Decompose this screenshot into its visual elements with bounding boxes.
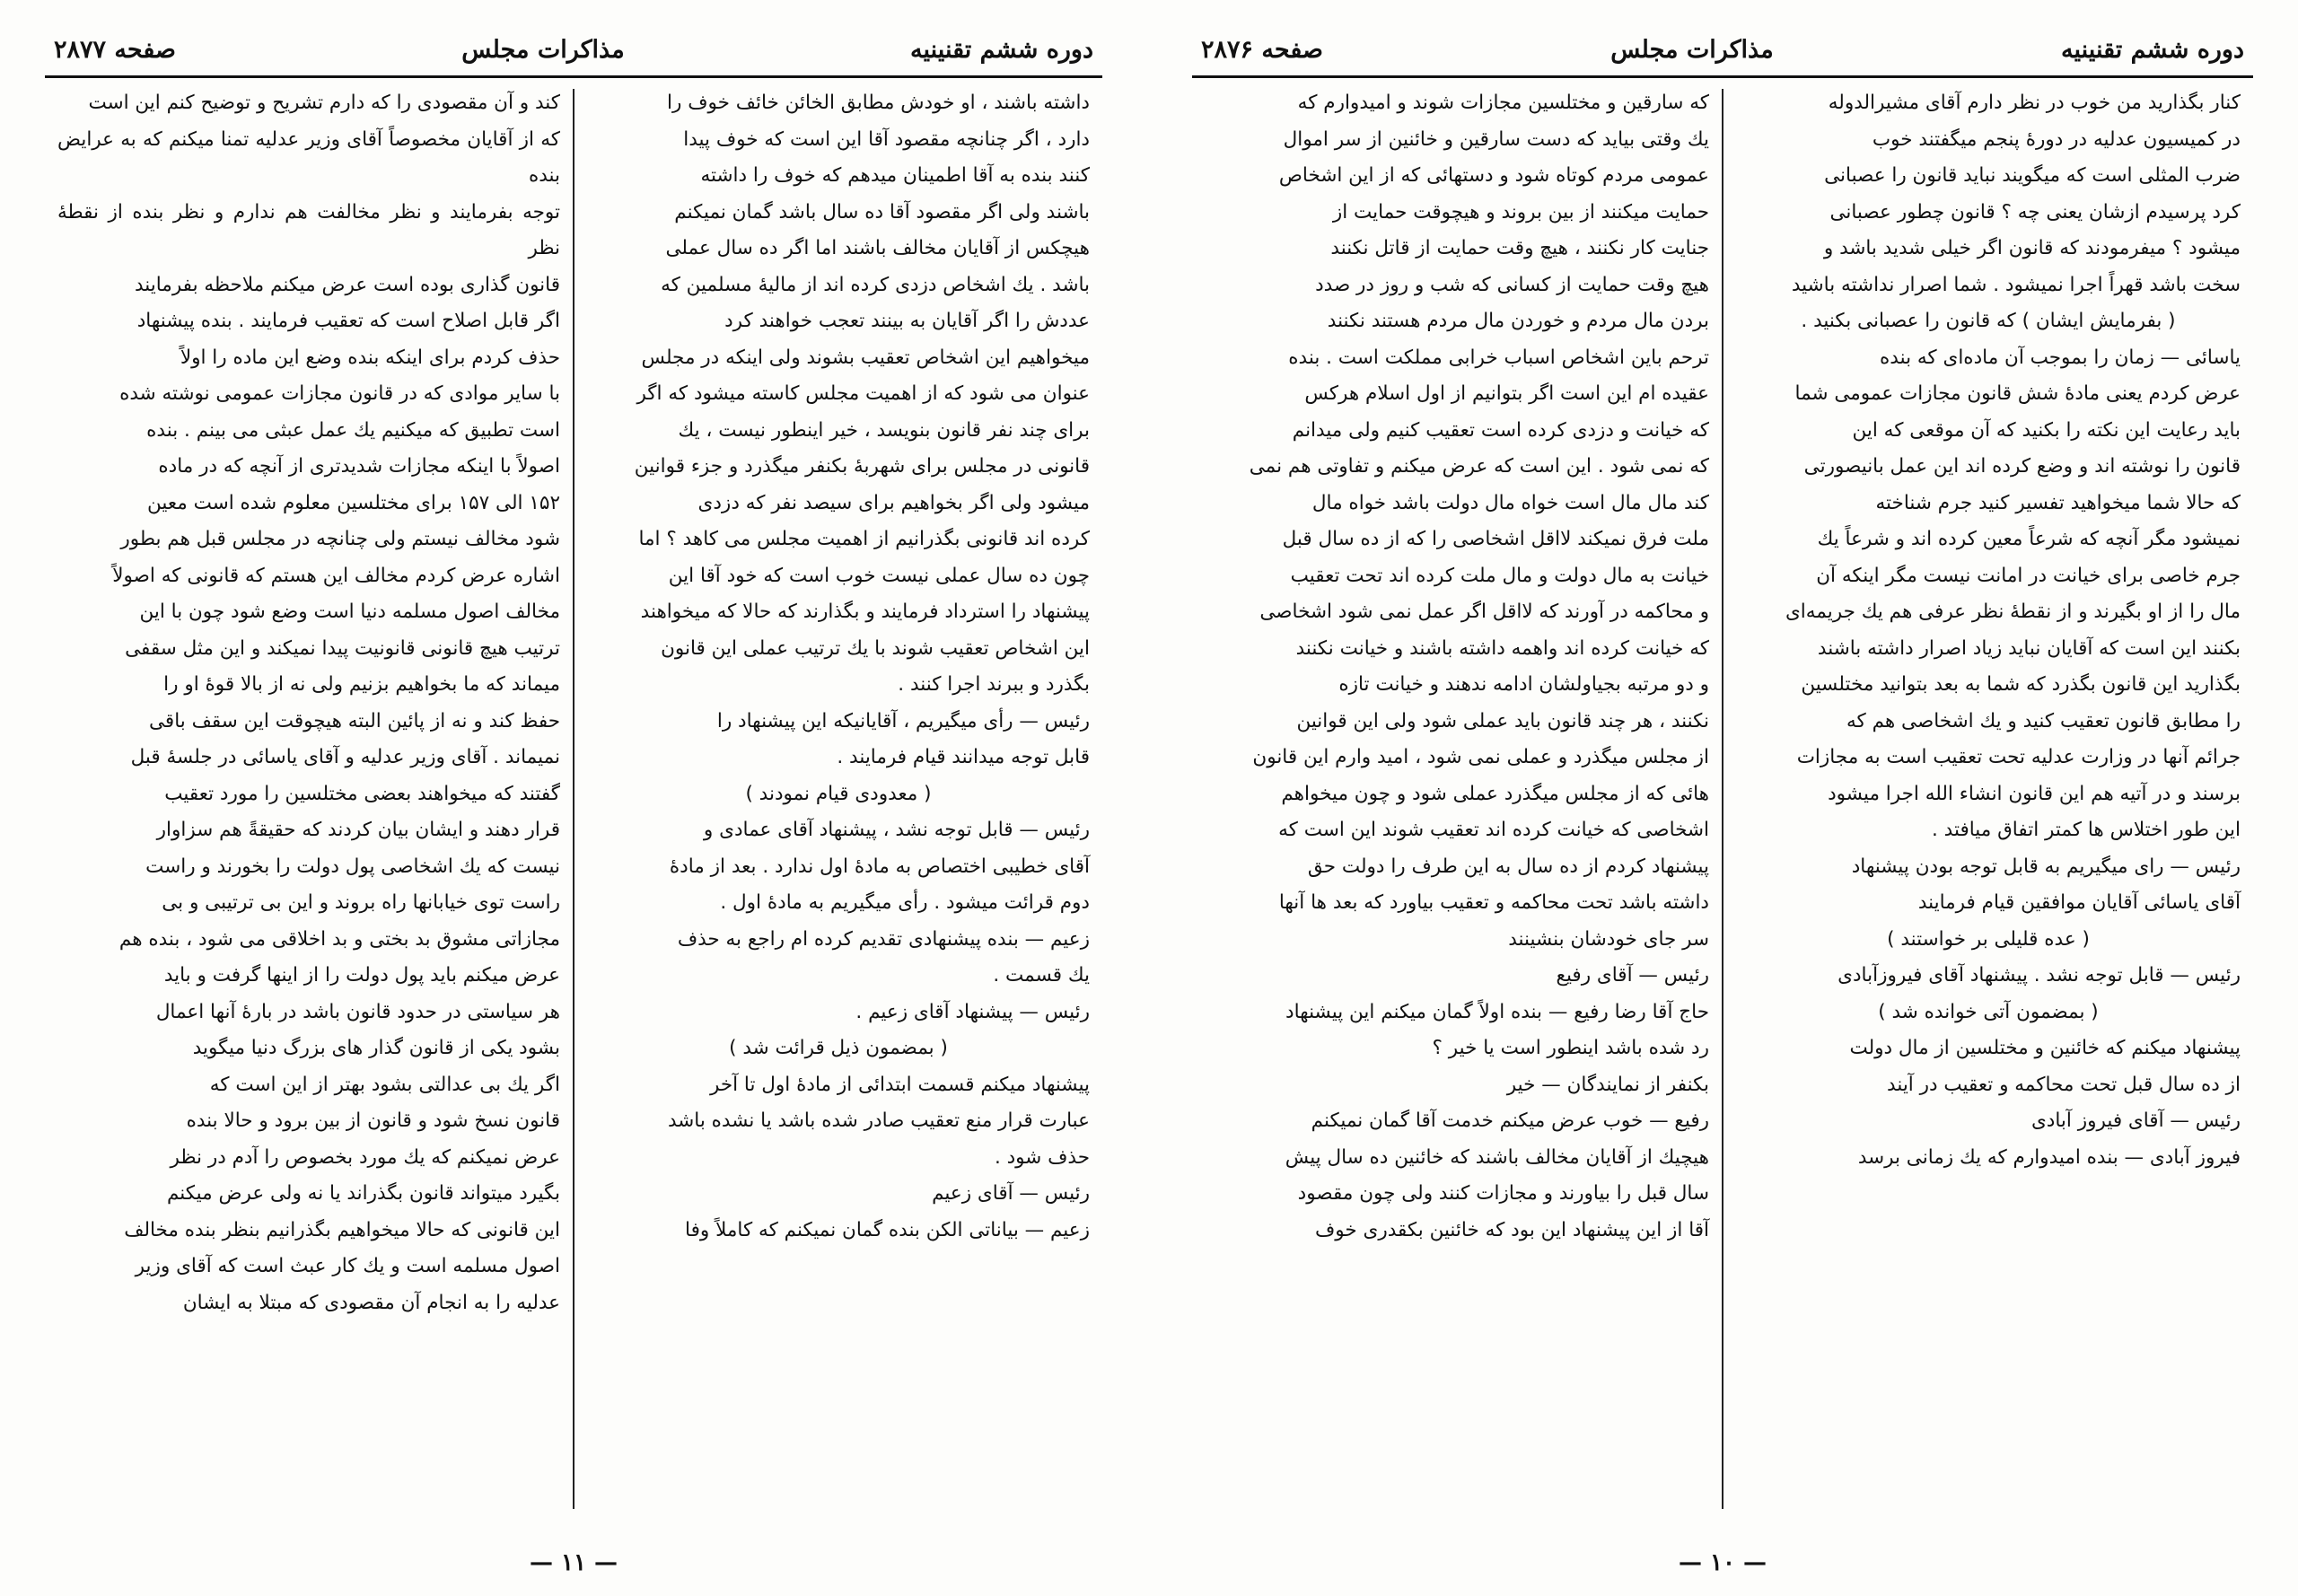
text-line: که حالا شما میخواهید تفسیر کنید جرم شناخته (1875, 491, 2241, 514)
text-line: باشند ولی اگر مقصود آقا ده سال باشد گمان نمیکنم (674, 200, 1090, 224)
text-line: حذف شود . (994, 1145, 1090, 1169)
session-label: دوره ششم تقنینیه (2061, 36, 2244, 64)
text-line: نمیشود مگر آنچه که شرعاً معین کرده اند و شرعاً یك (1817, 528, 2241, 550)
text-line: ترحم باین اشخاص اسباب خرابی مملکت است . بنده (1288, 346, 1709, 369)
text-line: ( بفرمایش ایشان ) که قانون را عصبانی بکنید . (1801, 310, 2176, 332)
text-line: قانونی در مجلس برای شهربهٔ بکنفر میگذرد و جزء قوانین (634, 455, 1090, 478)
text-line: این اشخاص تعقیب شوند با یك ترتیب عملی این قانون (661, 636, 1090, 660)
text-line: نیست که یك اشخاصی پول دولت را بخورند و راست (145, 855, 560, 878)
text-line: میشود ولی اگر بخواهیم برای سیصد نفر که دزدی (697, 491, 1090, 514)
text-line: اصولاً با اینکه مجازات شدیدتری از آنچه که در ماده (158, 455, 560, 478)
text-line: آقا از این پیشنهاد این بود که خائنین بکقدری خوف (1315, 1218, 1709, 1241)
text-line: برای چند نفر قانون بنویسد ، خیر اینطور نیست ، یك (678, 418, 1090, 442)
text-line: دوم قرائت میشود . رأی میگیریم به مادهٔ اول . (720, 891, 1090, 914)
text-line: از ده سال قبل تحت محاکمه و تعقیب در آیند (1887, 1073, 2241, 1096)
page-folio: — ۱۱ — (529, 1549, 618, 1576)
text-line: بکنند این است که آقایان نباید زیاد اصرار داشته باشند (1817, 636, 2241, 660)
text-line: این قانونی که حالا میخواهیم بگذرانیم بنظر بنده مخالف (124, 1218, 560, 1241)
text-line: بگیرد میتواند قانون بگذراند یا نه ولی عرض میکنم (166, 1182, 560, 1205)
session-label: دوره ششم تقنینیه (910, 36, 1093, 64)
text-line: برسند و در آتیه هم این قانون انشاء الله اجرا میشود (1828, 782, 2241, 805)
text-line: را مطابق قانون تعقیب کنید و یك اشخاصی هم که (1846, 709, 2241, 732)
right-page-header (1192, 36, 2253, 78)
text-line: جنایت کار نکنند ، هیچ وقت حمایت از قاتل نکنند (1330, 237, 1709, 259)
text-line: چون ده سال عملی نیست خوب است که خود آقا این (668, 564, 1090, 587)
text-line: هائی که از مجلس میگذرد عملی شود و چون میخواهم (1281, 782, 1709, 805)
text-line: کرده اند قانونی بگذرانیم از اهمیت مجلس می کاهد ؟ اما (638, 528, 1090, 550)
left-page-right-column (574, 85, 1102, 1513)
text-line: اشاره عرض کردم مخالف این هستم که قانونی که اصولاً (112, 564, 560, 587)
text-line: پیشنهاد را استرداد فرمایند و بگذارند که حالا که میخواهند (640, 601, 1090, 623)
text-line: گفتند که میخواهند بعضی مختلسین را مورد تعقیب (164, 782, 560, 805)
text-line: که سارقین و مختلسین مجازات شوند و امیدوارم که (1297, 92, 1709, 114)
text-line: پیشنهاد کردم از ده سال به این طرف را دولت حق (1307, 855, 1709, 878)
text-line: شود مخالف نیستم ولی چنانچه در مجلس قبل هم بطور (120, 528, 560, 550)
text-line: اگر یك بی عدالتی بشود بهتر از این است که (209, 1073, 560, 1096)
text-line: رئیس — آقای فیروز آبادی (2030, 1109, 2241, 1132)
text-line: خیانت به مال دولت و مال ملت کرده اند تحت تعقیب (1290, 564, 1709, 587)
text-line: ( معدودی قیام نمودند ) (745, 782, 932, 805)
text-line: فیروز آبادی — بنده امیدوارم که یك زمانی برسد (1857, 1145, 2241, 1169)
text-line: مخالف اصول مسلمه دنیا است وضع شود چون با این (139, 601, 560, 623)
text-line: هیچ وقت حمایت از کسانی که شب و روز در صدد (1315, 273, 1709, 296)
text-line: سال قبل را بیاورند و مجازات کنند ولی چون مقصود (1297, 1182, 1709, 1205)
text-line: حمایت میکنند از بین بروند و هیچوقت حمایت از (1332, 200, 1709, 224)
left-page-columns (45, 85, 1102, 1513)
text-line: داشته باشند ، او خودش مطابق الخائن خائف خوف را (667, 92, 1090, 114)
text-line: رئیس — پیشنهاد آقای زعیم . (855, 1000, 1090, 1023)
text-line: که خیانت و دزدی کرده است تعقیب کنیم ولی میدانم (1292, 418, 1709, 442)
text-line: آقای خطیبی اختصاص به مادهٔ اول ندارد . بعد از مادهٔ (669, 855, 1090, 878)
text-line: کند مال مال است خواه مال دولت باشد خواه مال (1311, 491, 1709, 514)
text-line: جرم خاصی برای خیانت در امانت نیست مگر اینکه آن (1816, 564, 2241, 587)
text-line: رفیع — خوب عرض میکنم خدمت آقا گمان نمیکنم (1311, 1109, 1709, 1132)
right-page (1147, 0, 2298, 1596)
text-line: که از آقایان مخصوصاً آقای وزیر عدلیه تمنا میکنم که به عرایض بنده (57, 127, 560, 187)
text-line: میخواهیم این اشخاص تعقیب بشوند ولی اینکه در مجلس (641, 346, 1090, 369)
text-line: نمیماند . آقای وزیر عدلیه و آقای یاسائی در جلسهٔ قبل (130, 746, 560, 768)
text-line: عنوان می شود که از اهمیت مجلس کاسته میشود که اگر (636, 382, 1090, 405)
text-line: عدلیه را به انجام آن مقصودی که مبتلا به ایشان (182, 1291, 560, 1314)
text-line: از مجلس میگذرد و عملی نمی شود ، امید وارم این قانون (1252, 746, 1709, 768)
left-page-header (45, 36, 1102, 78)
left-page (0, 0, 1147, 1596)
text-line: عقیده ام این است اگر بتوانیم از اول اسلام هرکس (1304, 382, 1709, 405)
text-line: ۱۵۲ الی ۱۵۷ برای مختلسین معلوم شده است معین (147, 491, 560, 514)
text-line: رئیس — آقای زعیم (932, 1182, 1090, 1205)
text-line: عرض کردم یعنی مادهٔ شش قانون مجازات عمومی شما (1794, 382, 2241, 405)
text-line: جرائم آنها در وزارت عدلیه تحت تعقیب است به مجازات (1796, 746, 2241, 768)
text-line: ( بمضمون آتی خوانده شد ) (1878, 1000, 2099, 1023)
text-line: اشخاصی که خیانت کرده اند تعقیب شوند این است که (1278, 819, 1709, 841)
text-line: عددش را اگر آقایان به بینند تعجب خواهند کرد (724, 310, 1090, 332)
text-line: حاج آقا رضا رفیع — بنده اولاً گمان میکنم این پیشنهاد (1285, 1000, 1709, 1023)
text-line: عمومی مردم کوتاه شود و دستهائی که از این اشخاص (1278, 164, 1709, 187)
text-line: رئیس — آقای رفیع (1556, 964, 1709, 987)
text-line: بشود یکی از قانون گذار های بزرگ دنیا میگوید (192, 1037, 560, 1059)
text-line: هر سیاستی در حدود قانون باشد در بارهٔ آنها اعمال (155, 1000, 560, 1023)
text-line: قانون گذاری بوده است عرض میکنم ملاحظه بفرمایند (135, 273, 560, 296)
right-page-right-column (1724, 85, 2253, 1513)
text-line: هیچیك از آقایان مخالف باشند که خائنین ده سال پیش (1285, 1145, 1709, 1169)
text-line: مجازاتی مشوق بد بختی و بد اخلاقی می شود ، بنده هم (118, 927, 560, 951)
text-line: قابل توجه میدانند قیام فرمایند . (837, 746, 1090, 768)
text-line: است تطبیق که میکنیم یك عمل عبثی می بینم . بنده (146, 418, 560, 442)
text-line: عرض میکنم باید پول دولت را از اینها گرفت و باید (163, 964, 560, 987)
text-line: کنار بگذارید من خوب در نظر دارم آقای مشیرالدوله (1828, 92, 2241, 114)
text-line: مال را از او بگیرند و از نقطهٔ نظر عرفی هم یك جریمه‌ای (1785, 601, 2241, 623)
text-line: باید رعایت این نکته را بکنید که آن موقعی که این (1852, 418, 2241, 442)
text-line: سخت باشد قهراً اجرا نمیشود . شما اصرار نداشته باشید (1791, 273, 2241, 296)
text-line: کنند بنده به آقا اطمینان میدهم که خوف را داشته (700, 164, 1090, 187)
text-line: عبارت قرار منع تعقیب صادر شده باشد یا نشده باشد (667, 1109, 1090, 1132)
page-folio: — ۱۰ — (1678, 1549, 1767, 1576)
text-line: رئیس — قابل توجه نشد . پیشنهاد آقای فیروزآبادی (1838, 964, 2241, 987)
text-line: میماند که ما بخواهیم بزنیم ولی نه از بالا قوهٔ او را (163, 673, 560, 696)
text-line: قانون نسخ شود و قانون از بین برود و حالا بنده (186, 1109, 560, 1132)
text-line: زعیم — بنده پیشنهادی تقدیم کرده ام راجع به حذف (677, 927, 1090, 951)
text-line: راست توی خیابانها راه بروند و این بی ترتیبی و بی (162, 891, 560, 914)
text-line: ( بمضمون ذیل قرائت شد ) (729, 1037, 948, 1059)
page-number-label: صفحه ۲۸۷۷ (54, 36, 176, 64)
text-line: حفظ کند و نه از پائین البته هیچوقت این سقف باقی (149, 709, 560, 732)
text-line: ( عده قلیلی بر خواستند ) (1887, 927, 2090, 951)
text-line: توجه بفرمایند و نظر مخالفت هم ندارم و نظر بنده از نقطهٔ نظر (57, 200, 560, 259)
text-line: و دو مرتبه بجیاولشان ادامه ندهند و خیانت تازه (1338, 673, 1709, 696)
text-line: سر جای خودشان بنشینند (1508, 927, 1709, 951)
text-line: کرد پرسیدم ازشان یعنی چه ؟ قانون چطور عصبانی (1829, 200, 2241, 224)
text-line: کند و آن مقصودی را که دارم تشریح و توضیح کنم این است (88, 92, 560, 114)
text-line: که خیانت کرده اند واهمه داشته باشند و خیانت نکنند (1295, 636, 1709, 660)
right-page-columns (1192, 85, 2253, 1513)
text-line: ضرب المثلی است که میگویند نباید قانون را عصبانی (1824, 164, 2241, 187)
left-page-left-column (45, 85, 573, 1513)
text-line: با سایر موادی که در قانون مجازات عمومی نوشته شده (119, 382, 560, 405)
text-line: باشد . یك اشخاص دزدی کرده اند از مالیهٔ مسلمین که (661, 273, 1090, 296)
text-line: میشود ؟ میفرمودند که قانون اگر خیلی شدید باشد و (1823, 237, 2241, 259)
text-line: نکنند ، هر چند قانون باید عملی شود ولی این قوانین (1296, 709, 1709, 732)
text-line: اگر قابل اصلاح است که تعقیب فرمایند . بنده پیشنهاد (136, 310, 560, 332)
text-line: حذف کردم برای اینکه بنده وضع این ماده را اولاً (180, 346, 560, 369)
text-line: قرار دهند و ایشان بیان کردند که حقیقةً هم سزاوار (156, 819, 560, 841)
header-title: مذاکرات مجلس (1610, 36, 1774, 64)
text-line: عرض نمیکنم که یك مورد بخصوص را آدم در نظر (170, 1145, 560, 1169)
text-line: قانون را نوشته اند و وضع کرده اند این عمل بانیصورتی (1803, 455, 2241, 478)
text-line: این طور اختلاس ها کمتر اتفاق میافتد . (1932, 819, 2241, 841)
text-line: یك قسمت . (993, 964, 1090, 987)
text-line: پیشنهاد میکنم که خائنین و مختلسین از مال دولت (1849, 1037, 2241, 1059)
text-line: بگذرد و ببرند اجرا کنند . (898, 673, 1090, 696)
text-line: داشته باشد تحت محاکمه و تعقیب بیاورد که بعد ها آنها (1278, 891, 1709, 914)
text-line: بردن مال مردم و خوردن مال مردم هستند نکنند (1327, 310, 1709, 332)
text-line: پیشنهاد میکنم قسمت ابتدائی از مادهٔ اول تا آخر (709, 1073, 1090, 1096)
text-line: رئیس — رای میگیریم به قابل توجه بودن پیشنهاد (1851, 855, 2241, 878)
page-number-label: صفحه ۲۸۷۶ (1201, 36, 1323, 64)
text-line: و محاکمه در آورند که لااقل اگر عمل نمی شود اشخاصی (1259, 601, 1709, 623)
text-line: اصول مسلمه است و یك کار عبث است که آقای وزیر (135, 1255, 560, 1277)
header-title: مذاکرات مجلس (461, 36, 625, 64)
right-page-left-column (1192, 85, 1722, 1513)
text-line: رد شده باشد اینطور است یا خیر ؟ (1432, 1037, 1709, 1059)
text-line: بگذارید این قانون بگذرد که شما به بعد بتوانید مختلسین (1801, 673, 2241, 696)
text-line: ملت فرق نمیکند لااقل اشخاصی را که از ده سال قبل (1282, 528, 1709, 550)
text-line: زعیم — بیاناتی الکن بنده گمان نمیکنم که کاملاً وفا (685, 1218, 1090, 1241)
text-line: در کمیسیون عدلیه در دورهٔ پنجم میگفتند خوب (1872, 127, 2241, 151)
text-line: آقای یاسائی آقایان موافقین قیام فرمایند (1917, 891, 2241, 914)
text-line: دارد ، اگر چنانچه مقصود آقا این است که خوف پیدا (683, 127, 1090, 151)
text-line: ترتیب هیچ قانونی قانونیت پیدا نمیکند و این مثل سقفی (125, 636, 560, 660)
text-line: که نمی شود . این است که عرض میکنم و تفاوتی هم نمی (1249, 455, 1709, 478)
text-line: هیچکس از آقایان مخالف باشند اما اگر ده سال عملی (665, 237, 1090, 259)
text-line: بکنفر از نمایندگان — خیر (1506, 1073, 1709, 1096)
text-line: رئیس — قابل توجه نشد ، پیشنهاد آقای عمادی و (703, 819, 1090, 841)
text-line: یك وقتی بیاید که دست سارقین و خائنین از سر اموال (1283, 127, 1709, 151)
text-line: یاسائی — زمان را بموجب آن ماده‌ای که بنده (1880, 346, 2241, 369)
text-line: رئیس — رأی میگیریم ، آقایانیکه این پیشنهاد را (716, 709, 1090, 732)
